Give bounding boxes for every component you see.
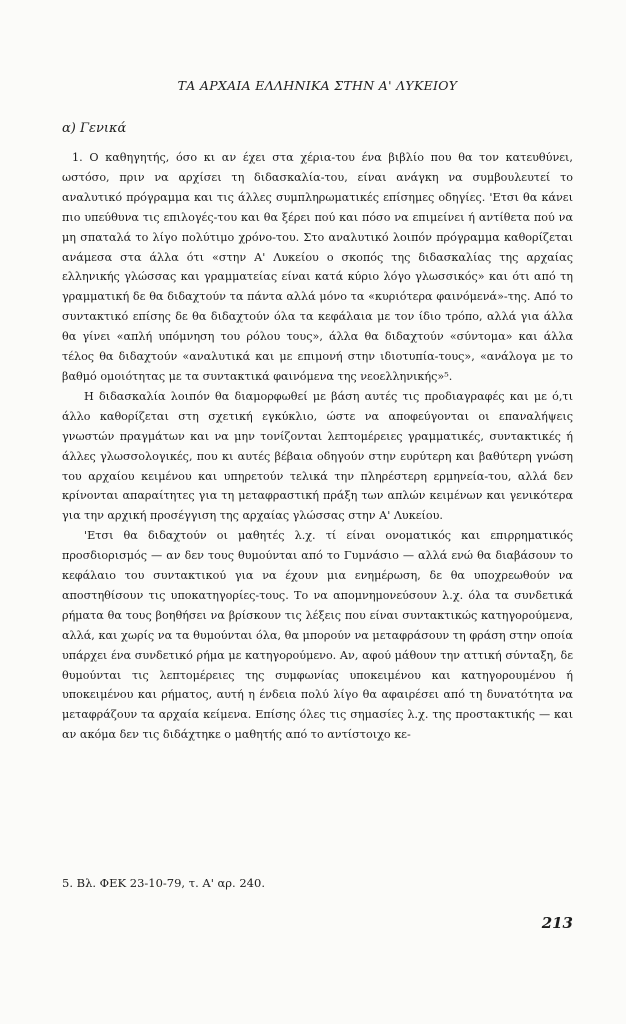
body-text xyxy=(62,148,573,745)
paragraph: 1. Ο καθηγητής, όσο κι αν έχει στα χέρια-του ένα βιβλίο που θα τον κατευθύνει, ωστόσο, πριν να αρχίσει τη διδασκαλία-του, είναι ανάγκη να συμβουλευτεί το αναλυτικό πρόγραμμα και τις άλλες συμπληρωματικές επίσημες οδηγίες. 'Ετσι θα κάνει πιο υπεύθυνα τις επιλογές-του και θα ξέρει πού και πόσο να επιμείνει ή αντίθετα πού να μη σπαταλά το λίγο πολύτιμο χρόνο-του. Στο αναλυτικό λοιπόν πρόγραμμα καθορίζεται ανάμεσα στα άλλα ότι «στην Α' Λυκείου ο σκοπός της διδασκαλίας της αρχαίας ελληνικής γλώσσας και γραμματείας είναι κατά κύριο λόγο γλωσσικός» και ότι από τη γραμματική δε θα διδαχτούν τα πάντα αλλά μόνο τα «κυριότερα φαινόμενά»-της. Από το συντακτικό επίσης δε θα διδαχτούν όλα τα κεφάλαια με τον ίδιο τρόπο, αλλά για άλλα θα γίνει «απλή υπόμνηση του ρόλου τους», άλλα θα διδαχτούν «σύντομα» και άλλα τέλος θα διδαχτούν «αναλυτικά και με επιμονή στην ιδιοτυπία-τους», «ανάλογα με το βαθμό ομοιότητας με τα συντακτικά φαινόμενα της νεοελληνικής»⁵. xyxy=(62,151,573,383)
footnote: 5. Βλ. ΦΕΚ 23-10-79, τ. Α' αρ. 240. xyxy=(62,876,265,890)
page-number: 213 xyxy=(541,914,573,932)
paragraph: Η διδασκαλία λοιπόν θα διαμορφωθεί με βάση αυτές τις προδιαγραφές και με ό,τι άλλο καθορίζεται στη σχετική εγκύκλιο, ώστε να αποφεύγονται οι επαναλήψεις γνωστών πραγμάτων και να μην τονίζονται λεπτομέρειες γραμματικές, συντακτικές ή άλλες γλωσσολογικές, που κι αυτές βέβαια οδηγούν στην ευρύτερη και βαθύτερη γνώση του αρχαίου κειμένου και υπηρετούν τελικά την πληρέστερη ερμηνεία-του, αλλά δεν κρίνονται απαραίτητες για τη μεταφραστική πράξη των απλών κειμένων και γενικότερα για την αρχική προσέγγιση της αρχαίας γλώσσας στην Α' Λυκείου. xyxy=(62,389,573,523)
paragraph: 'Ετσι θα διδαχτούν οι μαθητές λ.χ. τί είναι ονοματικός και επιρρηματικός προσδιορισμός — αν δεν τους θυμούνται από το Γυμνάσιο — αλλά ενώ θα διαβάσουν το κεφάλαιο του συντακτικού για να έχουν μια ενημέρωση, δε θα υποχρεωθούν να αποστηθίσουν τις υποκατηγορίες-τους. Το να απομνημονεύσουν λ.χ. όλα τα συνδετικά ρήματα θα τους βοηθήσει να βρίσκουν τις λέξεις που είναι συντακτικώς κατηγορούμενα, αλλά, και χωρίς να τα θυμούνται όλα, θα μπορούν να μεταφράσουν τη φράση στην οποία υπάρχει ένα συνδετικό ρήμα με κατηγορούμενο. Αν, αφού μάθουν την αττική σύνταξη, δε θυμούνται τις λεπτομέρειες της συμφωνίας υποκειμένου και κατηγορουμένου ή υποκειμένου και ρήματος, αυτή η ένδεια πολύ λίγο θα αφαιρέσει από τη δυνατότητα να μεταφράζουν τα αρχαία κείμενα. Επίσης όλες τις σημασίες λ.χ. της προστακτικής — και αν ακόμα δεν τις διδάχτηκε ο μαθητής από το αντίστοιχο κε- xyxy=(62,529,573,742)
running-head: ΤΑ ΑΡΧΑΙΑ ΕΛΛΗΝΙΚΑ ΣΤΗΝ Α' ΛΥΚΕΙΟΥ xyxy=(177,78,458,93)
book-page xyxy=(62,0,573,1024)
section-heading: α) Γενικά xyxy=(62,121,127,136)
